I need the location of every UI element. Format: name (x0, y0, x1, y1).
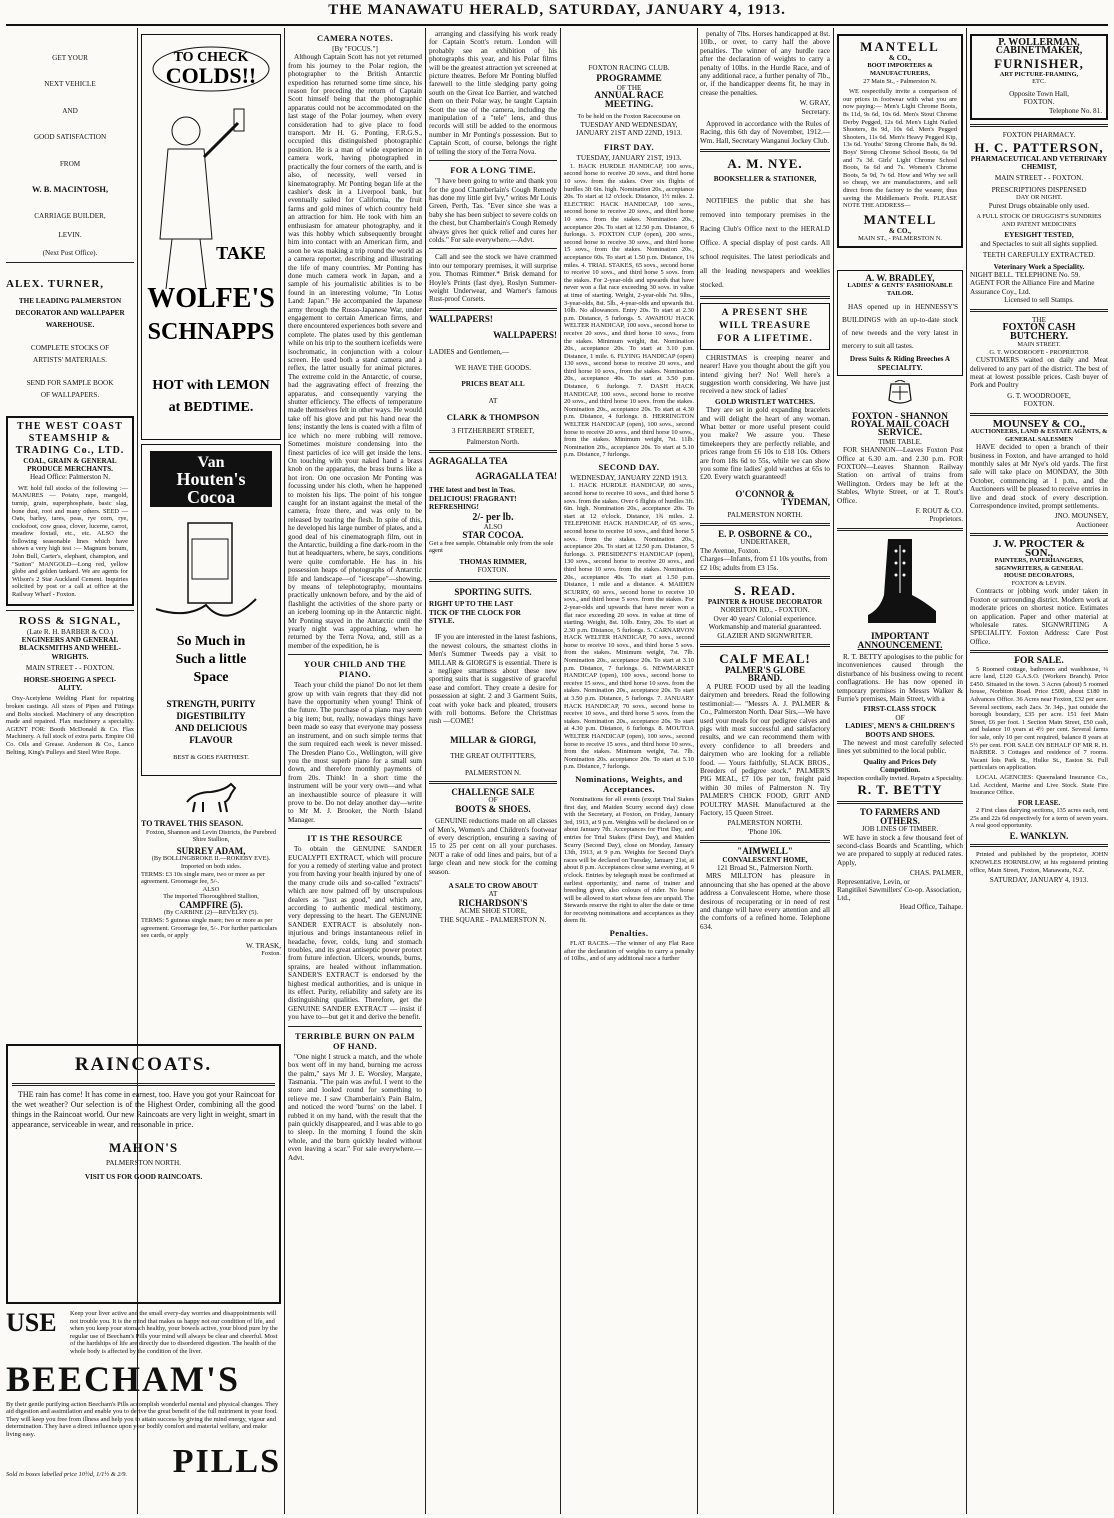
betty-ad: IMPORTANT ANNOUNCEMENT. R. T. BETTY apologises to the public for inconveniences caused through the disturbance of his business owing to recent conflagrations. He has now opened in temporary premises in Messrs Walker & Furrie's premises, Main Street, with a FIRST-CLASS STOCK OF LADIES', MEN'S & CHILDREN'S BOOTS AND SHOES. The newest and most carefully selected lines yet submitted to the local public. Quality and Prices Defy Competition. Inspection cordially invited. Repairs a Speciality. R. T. BETTY (837, 632, 963, 798)
bedtime-text: at BEDTIME. (168, 400, 254, 415)
mounsey-ad: MOUNSEY & CO., AUCTIONEERS, LAND & ESTATE AGENTS, & GENERAL SALESMEN HAVE decided to open a branch of their business in Foxton, and have arranged to hold monthly sales at Mr Nye's old yards. The first sale will take place on MONDAY, the 30th October, commencing at 1 p.m., and the Auctioneers will be pleased to receive entries in live and dead stock of every description. Correspondence invited, prompt settlements. JNO. MOUNSEY, Auctioneer (970, 417, 1108, 529)
wollerman-ad: P. WOLLERMAN, CABINETMAKER, FURNISHER, ART PICTURE-FRAMING, ETC. Opposite Town Hall, FOXTON. Telephone No. 81. (970, 34, 1108, 120)
column-rule (560, 28, 561, 1514)
read-ad: S. READ. PAINTER & HOUSE DECORATOR NORBITON RD., - FOXTON. Over 40 years' Colonial experience. Workmanship and material guaranteed. GLAZIER AND SIGNWRITER. (707, 583, 823, 640)
van-houtens-cocoa-ad (141, 444, 281, 776)
turner-ad: ALEX. TURNER, THE LEADING PALMERSTON DECORATOR AND WALLPAPER WAREHOUSE. COMPLETE STOCKS OF ARTISTS' MATERIALS. SEND FOR SAMPLE BOOK OF WALLPAPERS. (6, 277, 125, 400)
colds-line-2: COLDS!! (165, 63, 257, 88)
present-ad: A PRESENT SHE WILL TREASURE FOR A LIFETIME. (700, 303, 830, 350)
wanklyn-ad: FOR SALE. 5 Roomed cottage, bathroom and washhouse, ¼ acre land, £120 G.A.S.O. (Workers Branch). Price £450. Situated in the town. 3 Acres (about) 5 roomed house, Norbiton Road. Price £500, about £180 in Advances Office. 36 Acres near Foxton, £32 per acre. Several sections, each 2acs. 3r. 34p., just outside the borough boundary, £35 per acre. 151 feet Main Street, £6 per foot. 1 Section Main Street, £50 cash, and balance 10 years at 4½ per cent. Several farms for sale, only 10 per cent required, balance 8 years at 5½ per cent. FOR SALE ON BEHALF OF MR R. H. BARBER. 3 Cottages and residence of 7 rooms. Vacant lots Park St., Hulke St., Easton St. Full particulars on application. LOCAL AGENCIES: Queensland Insurance Co., Ltd. Accident, Marine and Live Stock. State Fire Insurance Office. FOR LEASE. 2 First class dairying sections, 135 acres each, rent 25s and 22s 6d respectively for a term of seven years. A real good opportunity. E. WANKLYN. (970, 656, 1108, 841)
osborne-ad: E. P. OSBORNE & CO., UNDERTAKER, The Avenue, Foxton. Charges—Infants, from £1 10s youths, from £2 10s; adults from £3 15s. (700, 529, 828, 572)
camera-notes-title: CAMERA NOTES. (316, 33, 394, 43)
mantell-ad: MANTELL & CO., BOOT IMPORTERS & MANUFACTURERS, 27 Main St., - Palmerston N. WE respectfully invite a comparison of our prices in footwear with what you are now paying:— Men's Light Chrome Boots, 8s 11d, 9s 6d, 10s 6d. Men's Stout Chrome Derby Pegged, 12s 6d. Men's Light Nailed Shooters, 8s 9d, 10s 6d. Men's Pegged Shooters, 11s 6d. Men's Heavy Pegged Kip, 13s 6d. Youths' Strong Chrome Bals, 8s 9d. Boys' Strong Chrome School Boots, 6s 9d and 7s 3d. Girls' Light Chrome School Boots, 6s 6d and 7s. Women's Chrome Boots, 5s 9d, 7s 6d. How and Why we sell so cheap, we are manufacturers, and sell direct from the factory to the wearer, thus saving the Middleman's Profit. PLEASE NOTE THE ADDRESS— MANTELL & CO., MAIN ST., - PALMERSTON N. (837, 34, 963, 248)
coach-ad: FOXTON - SHANNON ROYAL MAIL COACH SERVICE. TIME TABLE. FOR SHANNON—Leaves Foxton Post Office at 6.30 a.m. and 2.30 p.m. FOR FOXTON—Leaves Shannon Railway Station on arrival of trains from Wellington. Orders may be left at the Stables, Whyte Street, or at T. Rout's Office. F. ROUT & CO. Proprietors. (837, 411, 963, 524)
nye-ad: A. M. NYE. BOOKSELLER & STATIONER, NOTIFIES the public that she has removed into temporary premises in the Racing Club's Office next to the HERALD Office. A special display of post cards. All school requisites. The latest periodicals and all the leading newspapers and weeklies stocked. (700, 156, 830, 289)
resource-title: IT IS THE RESOURCE (307, 833, 403, 844)
race-programme: FOXTON RACING CLUB. PROGRAMME OF THE ANNUAL RACE MEETING. To be held on the Foxton Racecourse on TUESDAY AND WEDNESDAY, JANUARY 21ST AND 22ND, 1913. (575, 64, 683, 138)
hot-lemon-text: HOT with LEMON (152, 378, 270, 393)
van-text: Van (197, 454, 225, 471)
patterson-ad: FOXTON PHARMACY. H. C. PATTERSON, PHARMACEUTICAL AND VETERINARY CHEMIST, MAIN STREET - - FOXTON. PRESCRIPTIONS DISPENSED DAY OR NIGHT. Purest Drugs obtainable only used. A FULL STOCK OF DRUGGIST'S SUNDRIES AND PATENT MEDICINES EYESIGHT TESTED, and Spectacles to suit all sights supplied. TEETH CAREFULLY EXTRACTED. Veterinary Work a Speciality. NIGHT BELL. TELEPHONE No. 59. AGENT FOR the Alliance Fire and Marine Assurance Coy., Ltd. Licensed to sell Stamps. (970, 131, 1108, 305)
wolfes-schnapps-illustration (146, 39, 276, 435)
second-day-heading: SECOND DAY. (598, 462, 660, 472)
column-rule (425, 28, 426, 1514)
imprint-date: SATURDAY, JANUARY 4, 1913. (989, 876, 1089, 885)
penalties-heading: Penalties. (609, 928, 649, 939)
houtens-text: Houten's (176, 469, 246, 489)
column-6: penalty of 7lbs. Horses handicapped at 8st. 10lb., or over, to carry half the above penalties. The winner of any hurdle race after the declaration of weights to carry a penalty of 10lbs. in the Hurdle Race, and of any additional race, a further penalty of 7lb., or, if the handicapper deems fit, he may in crease the penalties. W. GRAY, Secretary. Approved in accordance with the Rules of Racing, this 6th day of November, 1912.—Wm. Hall, Secretary Wanganui Jockey Club. A. M. NYE. BOOKSELLER & STATIONER, NOTIFIES the public that she has removed into temporary premises in the Racing Club's Office next to the HERALD Office. A special display of post cards. All school requisites. The latest periodicals and all the leading newspapers and weeklies stocked. A PRESENT SHE WILL TREASURE FOR A LIFETIME. CHRISTMAS is creeping nearer and nearer! Have you thought about the gift you intend giving her? No! Well here's a suggestion worth considering. We have just received a new stock of ladies' GOLD WRISTLET WATCHES. They are set in gold expanding bracelets and will delight the heart of any woman. What better or more useful present could you make? We assure you. These timekeepers they are perfectly reliable, and prices range from £6 10s to £18 10s. Others are from 18s 6d to 55s, while we can show you some fine ladies' gold watches at 65s to £20. Every watch guaranteed! O'CONNOR & TYDEMAN, PALMERSTON NORTH. E. P. OSBORNE & CO., UNDERTAKER, The Avenue, Foxton. Charges—Infants, from £1 10s youths, from £2 10s; adults from £3 15s. S. READ. PAINTER & HOUSE DECORATOR NORBITON RD., - FOXTON. Over 40 years' Colonial experience. Workmanship and material guaranteed. GLAZIER AND SIGNWRITER. CALF MEAL! PALMER'S GLOBE BRAND. A PURE FOOD used by all the leading dairymen and breeders. Read the following testimonial:— "Messrs A. J. PALMER & Co., Palmerston North. Dear Sirs,—We have used your meals for our pedigree calves and pigs with most successful and satisfactory results, and we can recommend them with every confidence to all breeders and dairymen who are looking for a reliable food. — Yours faithfully, SLACK BROS., Breeders of pedigree stock." PALMER'S PIG MEAL, £7 10s per ton, freight paid within 30 miles of Palmerston N. Try PALMER'S CHICK FOOD, GRIT AND POULTRY MASH. Manufactured at the Factory, 15 Queen Street. PALMERSTON NORTH. 'Phone 106. "AIMWELL" CONVALESCENT HOME, 121 Broad St., Palmerston North. MRS MILLTON has pleasure in announcing that she has opened at the above address a Convalescent Home, where those desirous of recuperating or in need of rest and change will have every attention and all the comforts of a refined home. Telephone 634. (700, 30, 830, 931)
wolfes-schnapps-ad (141, 34, 281, 440)
column-2 (141, 30, 281, 1038)
butchery-ad: THE FOXTON CASH BUTCHERY. MAIN STREET. G. T. WOODROOFE - PROPRIETOR CUSTOMERS waited on daily and Meat delivered to any part of the district. The best of meat at lowest possible prices. Cash buyer of Pork and Poultry G. T. WOODROOFE, FOXTON. (970, 315, 1108, 409)
stallion-ad: TO TRAVEL THIS SEASON. Foxton, Shannon and Levin Districts, the Purebred Shire Stallion, SURREY ADAM, (By BOLLINGBROKE II.—ROKEBY EVE). Imported on both sides. TERMS: £3 10s single mare, two or more as per agreement. Groomage fee, 5/-. ALSO The imported Thoroughbred Stallion, CAMPFIRE (5). (By CARBINE (2)—REVELRY (5). TERMS: 5 guineas single mare; two or more as per agreement. Groomage fee, 5/-. For further particulars see cards, or apply W. TRASK, Foxton. (141, 819, 281, 958)
agragalla-tea-ad: AGRAGALLA TEA AGRAGALLA TEA! THE latest and best in Teas. DELICIOUS! FRAGRANT! REFRESHING! 2/- per lb. ALSO STAR COCOA. Get a free sample. Obtainable only from the sole agent THOMAS RIMMER, FOXTON. (429, 456, 557, 575)
ross-signal-ad: ROSS & SIGNAL, (Late R. H. BARBER & CO.) ENGINEERS AND GENERAL BLACKSMITHS AND WHEEL- WRIGHTS. MAIN STREET - - FOXTON. HORSE-SHOEING A SPECI- ALITY. Oxy-Acetylene Welding Plant for repairing broken castings. All sizes of Pipes and Fittings and Bolts stocked. Machinery of any description made and repaired. Flax machinery a speciality. AGENT FOR: Booth McDonald & Co. Flax Machinery. A full stock of extra parts. Empire Oil Co. Oils and Grease. Anderson & Co., Lanco Belting, King's Pulleys and Steel Wire Rope. (6, 614, 134, 756)
horse-icon (181, 780, 241, 814)
farmers-ad: TO FARMERS AND OTHERS. JOB LINES OF TIMBER. WE have in stock a few thousand feet of second-class Boards and Scantling, which we are prepared to supply at reduced rates. Apply, CHAS. PALMER, Representative, Levin, or Rangitikei Sawmillers' Co-op. Association, Ltd., Head Office, Taihape. (837, 807, 963, 911)
wallpapers-ad: WALLPAPERS! WALLPAPERS! LADIES and Gentlemen,— WE HAVE THE GOODS. PRICES BEAT ALL AT CLARK & THOMPSON 3 FITZHERBERT STREET, Palmerston North. (429, 313, 557, 447)
west-coast-ad: THE WEST COAST STEAMSHIP & TRADING Co., LTD. COAL, GRAIN & GENERAL PRODUCE MERCHANTS. Head Office: Palmerston N. WE hold full stocks of the following :— MANURES — Potato, rape, mangold, turnip, grain, superphosphate, basic slag, bone dust, root and many others. SEED — Oats, barley, tares, peas, rye corn, rye, cocksfoot, cow grass, clover, lucerne, carrot, meadow foxtail, etc., etc. ALSO the following seasonable lines which have shown a very high test :— Magnum bonum, John Bull, Carter's, elephant, champion, and "Sutton" MANGOLD—Long red, yellow globe and golden tankard. We are agents for Wilson's 2 Star Auckland Cement. Inquiries solicited by post or a call at office at the Railway Wharf - Foxton. (6, 416, 134, 606)
wolfes-text: WOLFE'S (147, 283, 275, 314)
column-rule (697, 28, 698, 1514)
nominations-heading: Nominations, Weights, and Acceptances. (575, 773, 683, 794)
take-text: TAKE (216, 243, 266, 263)
beechams-name: BEECHAM'S (6, 1358, 241, 1399)
beechams-ad: USE Keep your liver active and the small every-day worries and disappointments will not trouble you. It is the mind that makes us happy not our condition of life, and when you keep your stomach healthy, your bowels active, your blood pure by the regular use of Beecham's Pills your mind will always be clear and cheerful. Most of the hardships of life are directly due to disordered digestion. The health of the whole body is affected by the condition of the liver. BEECHAM'S By their gentle purifying action Beecham's Pills accomplish wonderful mental and physical changes. They aid digestion and assimilation and enable you to derive the great benefit of the full nutriment in your food. They will keep you free from illness and help you to attain success by giving the mind energy, vigour and determination. They have a direct influence upon your bodily comfort and material welfare, and make living easy. Sold in boxes labelled price 10½d, 1/1½ & 2/9. PILLS (6, 1310, 281, 1480)
cocoa-illustration (146, 449, 276, 771)
imprint: Printed and published by the proprietor, JOHN KNOWLES HORNBLOW, at his registered printing office, Main Street, Foxton, Manawatu, N.Z. (970, 851, 1108, 874)
column-7 (837, 30, 963, 1514)
space-text: Space (193, 670, 229, 685)
column-8 (970, 30, 1108, 1514)
raincoats-ad: RAINCOATS. THE rain has come! It has come in earnest, too. Have you got your Raincoat for the wet weather? Our selection is of the Highest Order, combining all the good things in the Raincoat world. Our new Raincoats are very light in weight, smart in appearance, serviceable in wear, and reasonable in price. MAHON'S PALMERSTON NORTH. VISIT US FOR GOOD RAINCOATS. (6, 1040, 281, 1304)
procter-ad: J. W. PROCTER & SON., PAINTERS, PAPERHANGERS, SIGNWRITERS, & GENERAL HOUSE DECORATORS, FOXTON & LEVIN. Contracts or jobbing work under taken in Foxton or surrounding district. Modern work at moderate prices on shortest notice. Estimates on application. Paper and other material at wholesale rates. SIGNWRITING A SPECIALITY. Foxton Address: Care Post Office. (970, 538, 1108, 646)
horse-illustration (141, 780, 281, 816)
macintosh-ad: GET YOUR NEXT VEHICLE AND GOOD SATISFACTION FROM W. B. MACINTOSH, CARRIAGE BUILDER, LEVIN. (Next Post Office). (31, 54, 109, 258)
challenge-sale-ad: CHALLENGE SALE OF BOOTS & SHOES. GENUINE reductions made on all classes of Men's, Women's and Children's footwear of every description, ensuring a saving of 15 to 25 per cent on all your purchases. NOT a rake of odd lines and pairs, but of a large clean and new stock for the coming season. A SALE TO CROW ABOUT AT RICHARDSON'S ACME SHOE STORE, THE SQUARE - PALMERSTON N. (429, 787, 557, 924)
pills-text: PILLS (172, 1442, 281, 1480)
best-text: BEST & GOES FARTHEST. (173, 754, 249, 761)
column-rule (284, 28, 285, 1514)
delicious-text: AND DELICIOUS (174, 723, 248, 733)
masthead: THE MANAWATU HERALD, SATURDAY, JANUARY 4, 1913. (328, 2, 786, 18)
such-little-text: Such a little (175, 652, 247, 667)
column-rule (966, 28, 967, 1514)
burn-title: TERRIBLE BURN ON PALM OF HAND. (295, 1030, 415, 1051)
column-1 (6, 30, 134, 1038)
column-3: CAMERA NOTES. [By "FOCUS."] Although Captain Scott has not yet returned from his journey to the Polar region, the photographer to the British Antarctic expedition has returned some time since, his reason for preceding the return of Captain Scott himself being that the photographic apparatus could not be accommodated on the last stage of the Polar journey, when every consideration had to give place to food transport. Mr H. G. Ponting, F.R.G.S., occupied this distinguished photographic position. He is a man of wide experience in camera work, having photographed in practically the four corners of the earth, and is also, of necessity, well versed in kinematography. Mr Ponting began life at the cashier's desk in a Liverpool bank, but eventually sailed for California, the fruit farms and gold mines of which country held an attraction for him. He took with him an enthusiasm for amateur photography, and it was this hobby which subsequently brought him into contact with an American firm, and soon he was making a trip round the world as a camera reporter, describing and illustrating the life of many countries. Mr Ponting has done much camera work in Japan, and a sample of his journalistic abilities is to be found in an interesting volume, "In Lotus Land: Japan." He accompanied the Japanese army through the Russo-Japanese War, under engagement to certain American firms, and there encountered experiences both severe and complete. The plates used by this gentleman while on his trip to the southern icefields were isochromatic, in conjunction with a colour screen. He used both a stand camera and a reflex, the latter usually for animal pictures. The extreme cold in the Antarctic, of course, had the aggravating effect of freezing the apparatus, and consequently varying the shutter efficiency. The effects of temperature made themselves felt in other ways. He would take off his glove and put his hand near the lens; instantly the lens is coated with a film of ice which no mere rubbing will remove. Sometimes moisture condensing into the finest particles of ice will get inside the lens. On touching with your naked hand a brass knob on the apparatus, the brass burns like a hot iron. On one occasion Mr Ponting was focussing under his cloth, when he happened to moisten his lips. The point of his tongue caught for an instant against the metal of the camera, froze there, and was only to be released by tearing the flesh. In spite of this, he developed his large number of plates, and a good deal of his cinematograph film, out in the Antarctic, building a fine dark-room in the hut at headquarters, where, he says, conditions were quite comfortable. He has in his possession heaps of photographs of Antarctic life and landscape—of "icescape"—showing, by means of telephotography, mountains practically unknown before, and by the aid of flashlight the activities of the shore party or an iceberg looming up in the Antarctic night. Mr Ponting stayed in the Antarctic until the yearly night was approaching, when he returned by the Terra Nova, and, still as a member of the expedition, he is YOUR CHILD AND THE PIANO. Teach your child the piano! Do not let them grow up with vain regrets that they did not have the opportunity when young! Think of the future. The purchase of a piano may seem a big item; but, really, nowadays things have been made so easy that everyone may possess an instrument, and on such simple terms that the sum required each week is never missed. The Dresden Piano Co., Wellington, will give you the most superb piano for a small sum down, and therefore monthly payments of from 20s. Think! In a short time the instrument will be your very own—and what an inexhaustible source of pleasure it will prove to be. Do not delay another day—write to Mr M. J. Brooker, the North Island Manager. IT IS THE RESOURCE To obtain the GENUINE SANDER EUCALYPTI EXTRACT, which will procure for you a remedy of sterling value and protect you from having your health injured by one of the many crude oils and so-called "extracts" which are now palmed off by unscrupulous dealers as "just as good," and which are, according to authentic medical testimony, very depressing to the heart. The GENUINE SANDER EXTRACT is absolutely non-injurious and brings instantaneous relief in headache, fever, colds, lung and stomach troubles, and its great antiseptic power protect from future infection. Ulcers, wounds, burns, sprains, are healed without inflammation. SANDER'S EXTRACT is endorsed by the highest medical authorities, and is unique in its effect. Purity, reliability and safety are its distinguishing qualities. Therefore, get the GENUINE SANDER EXTRACT — insist if you have to—but get it and derive the benefit. TERRIBLE BURN ON PALM OF HAND. "One night I struck a match, and the whole box went off in my hand, burning me across the palm," says Mr J. E. Worsley, Margate, Tasmania. "The pain was awful. I went to the store and looked round for something to relieve me. I saw Chamberlain's Pain Balm, and noticed the word 'burns' on the label. I rubbed it on my hand, with the result that the pain quickly disappeared, and I was able to go to sleep. In the morning I found the skin whole, and the burn quickly healed without even leaving a scar." For sale everywhere.—Advt. (288, 33, 422, 1162)
crest-icon (883, 380, 917, 406)
digestibility-text: DIGESTIBILITY (176, 711, 246, 721)
colds-line-1: TO CHECK (173, 50, 249, 65)
long-time-title: FOR A LONG TIME. (450, 165, 536, 176)
masthead-rule (6, 24, 1108, 26)
boot-illustration (837, 535, 963, 633)
use-text: USE (6, 1310, 57, 1337)
cocoa-text: Cocoa (187, 487, 235, 507)
camera-notes-body: Although Captain Scott has not yet returned from his journey to the Polar region, the photographer to the British Antarctic expedition has returned some time since, his reason for preceding the return of Captain Scott himself being that the photographic apparatus could not be accommodated on the last stage of the Polar journey, when every consideration had to give place to food transport. Mr H. G. Ponting, F.R.G.S., occupied this distinguished photographic position. He is a man of wide experience in camera work, having photographed in practically the four corners of the earth, and is also, of necessity, well versed in kinematography. Mr Ponting began life at the cashier's desk in a Liverpool bank, but eventually sailed for California, the fruit farms and gold mines of which country held an attraction for him. He took with him an enthusiasm for amateur photography, and it was this hobby which subsequently brought him into contact with an American firm, and soon he was making a trip round the world as a camera reporter, describing and illustrating the life of many countries. Mr Ponting has done much camera work in Japan, and a sample of his journalistic abilities is to be found in an interesting volume, "In Lotus Land: Japan." He accompanied the Japanese army through the Russo-Japanese War, under engagement to certain American firms, and there encountered experiences both severe and complete. The plates used by this gentleman while on his trip to the southern icefields were isochromatic, in conjunction with a colour screen. He used both a stand camera and a reflex, the latter usually for animal pictures. The extreme cold in the Antarctic, of course, had the aggravating effect of freezing the apparatus, and consequently varying the shutter efficiency. The effects of temperature made themselves felt in other ways. He would take off his glove and put his hand near the lens; instantly the lens is coated with a film of ice which no mere rubbing will remove. Sometimes moisture condensing into the finest particles of ice will get inside the lens. On touching with your naked hand a brass knob on the apparatus, the brass burns like a hot iron. On one occasion Mr Ponting was focussing under his cloth, when he happened to moisten his lips. The point of his tongue caught for an instant against the metal of the camera, froze there, and was only to be released by tearing the flesh. In spite of this, he developed his large number of plates, and a good deal of his cinematograph film, out in the Antarctic, building a fine dark-room in the hut at headquarters, where, he says, conditions were quite comfortable. He has in his possession heaps of photographs of Antarctic life and landscape—of "icescape"—showing, by means of telephotography, mountains practically unknown before, and by the aid of flashlight the activities of the shore party or an iceberg looming up in the Antarctic night. Mr Ponting stayed in the Antarctic until the yearly night was approaching, when he returned by the Terra Nova, and, still as a member of the expedition, he is (288, 53, 422, 650)
sporting-suits-ad: SPORTING SUITS. RIGHT UP TO THE LAST TICK OF THE CLOCK FOR STYLE. IF you are interested in the latest fashions, the newest colours, the smartest cloths in Men's Summer Tweeds pay a visit to MILLAR & GIORGI'S is essential. There is a negligee smartness about these new sporting suits that is suggestive of graceful ease and comfort. They create a desire for possession at sight. 2 and 3 Garment Suits, coat with yoke back and pleated, trousers with roll bottoms. Before the Christmas rush —COME! MILLAR & GIORGI, THE GREAT OUTFITTERS, PALMERSTON N. (429, 586, 557, 777)
aimwell-ad: "AIMWELL" CONVALESCENT HOME, 121 Broad St., Palmerston North. MRS MILLTON has pleasure in announcing that she has opened at the above address a Convalescent Home, where those desirous of recuperating or in need of rest and change will have every attention and all the comforts of a refined home. Telephone 634. (700, 846, 830, 931)
so-much-text: So Much in (176, 634, 246, 649)
royal-crest (837, 380, 963, 408)
calf-meal-ad: CALF MEAL! PALMER'S GLOBE BRAND. A PURE FOOD used by all the leading dairymen and breeders. Read the following testimonial:— "Messrs A. J. PALMER & Co., Palmerston North. Dear Sirs,—We have used your meals for our pedigree calves and pigs with most successful and satisfactory results, and we can recommend them with every confidence to all breeders and dairymen who are looking for a reliable food. — Yours faithfully, SLACK BROS., Breeders of pedigree stock." PALMER'S PIG MEAL, £7 10s per ton, freight paid within 30 miles of Palmerston N. Try PALMER'S CHICK FOOD, GRIT AND POULTRY MASH. Manufactured at the Factory, 15 Queen Street. PALMERSTON NORTH. 'Phone 106. (700, 651, 830, 836)
schnapps-text: SCHNAPPS (147, 319, 275, 345)
first-day-heading: FIRST DAY. (604, 142, 654, 153)
column-4: arranging and classifying his work ready for Captain Scott's return. London will probably see an exhibition of his photographs this year, and his Polar films will be the greatest attraction yet screened at picture theatres. Before Mr Ponting bluffed farewell to the little sledging party going south on the Great Ice Barrier, and watched them on their Polar way, he taught Captain Scott the use of the camera, including the manipulation of a "tele" lens, and thus records will still be added to the enormous number in Mr Ponting's possession. But to Captain Scott, of course, belongs the right of telling the story of the Terra Nova. FOR A LONG TIME. "I have been going to write and thank you for the good Chamberlain's Cough Remedy has done my little girl Ivy," writes Mr Louis Green, Perth, Tas. "Ever since she was a baby she has been subject to severe colds on the chest, but Chamberlain's Cough Remedy always gives her quick relief and cures her colds." For sale everywhere.—Advt. Call and see the stock we have crammed into our temporary premises, it will surprise you. Thomas Rimmer.* Brisk demand for Hoyle's Prints (fast dye), Roslyn Summer-weight Underwear, and Warner's famous Rust-proof Corsets. WALLPAPERS! WALLPAPERS! LADIES and Gentlemen,— WE HAVE THE GOODS. PRICES BEAT ALL AT CLARK & THOMPSON 3 FITZHERBERT STREET, Palmerston North. AGRAGALLA TEA AGRAGALLA TEA! THE latest and best in Teas. DELICIOUS! FRAGRANT! REFRESHING! 2/- per lb. ALSO STAR COCOA. Get a free sample. Obtainable only from the sole agent THOMAS RIMMER, FOXTON. SPORTING SUITS. RIGHT UP TO THE LAST TICK OF THE CLOCK FOR STYLE. IF you are interested in the latest fashions, the newest colours, the smartest cloths in Men's Summer Tweeds pay a visit to MILLAR & GIORGI'S is essential. There is a negligee smartness about these new sporting suits that is suggestive of graceful ease and comfort. They create a desire for possession at sight. 2 and 3 Garment Suits, coat with yoke back and pleated, trousers with roll bottoms. Before the Christmas rush —COME! MILLAR & GIORGI, THE GREAT OUTFITTERS, PALMERSTON N. CHALLENGE SALE OF BOOTS & SHOES. GENUINE reductions made on all classes of Men's, Women's and Children's footwear of every description, ensuring a saving of 15 to 25 per cent on all your purchases. NOT a rake of odd lines and pairs, but of a large clean and new stock for the coming season. A SALE TO CROW ABOUT AT RICHARDSON'S ACME SHOE STORE, THE SQUARE - PALMERSTON N. (429, 30, 557, 924)
piano-title: YOUR CHILD AND THE PIANO. (303, 659, 407, 680)
column-rule (833, 28, 834, 1514)
bradley-ad: A. W. BRADLEY, LADIES' & GENTS' FASHIONABLE TAILOR. HAS opened up in HENNESSY'S BUILDINGS with an up-to-date stock of new tweeds and the very latest in mercery to suit all tastes. Dress Suits & Riding Breeches A SPECIALITY. (837, 270, 963, 376)
boot-icon (860, 535, 940, 631)
column-5: FOXTON RACING CLUB. PROGRAMME OF THE ANNUAL RACE MEETING. To be held on the Foxton Racecourse on TUESDAY AND WEDNESDAY, JANUARY 21ST AND 22ND, 1913. FIRST DAY. TUESDAY, JANUARY 21ST, 1913. 1. HACK HURDLE HANDICAP, 100 sovs., second horse to receive 20 sovs., and third horse 10 sovs. from the stakes. Over six flights of hurdles 3ft 6in. high. Nomination 20s., acceptance 20s. To start at 12 o'clock. Distance, 1½ miles. 2. ELECTRIC HACK HANDICAP, 100 sovs., second horse to receive 20 sovs., and third horse 10 sovs. from the stakes. Nomination 20s., acceptance 20s. To start at 12.50 p.m. Distance, 6 furlongs. 3. FOXTON CUP (open), 200 sovs., second horse to receive 30 sovs., and third horse 15 sovs., from the stakes. Nomination 20s., acceptance 60s. To start at 1.50 p.m. Distance, 1¼ miles. 4. TRIAL STAKES, 65 sovs., second horse to receive 10 sovs., and third horse 5 sovs. from the stakes. For 2-year-olds and upwards that have never won a flat race exceeding 30 sovs. in value at time of starting. Weight, 2-year-olds 7st. 9lbs., 3-year-olds, 8st. 5lb., 4-year-olds and upwards 8st. 10lb. No allowances. Entry 20s. To start at 2.30 p.m. Distance, 5 furlongs. 5. AWAHOU HACK WELTER HANDICAP, 100 sovs., second horse to receive 20 sovs., and third horse 10 sovs., from the stakes. Minimum weight, 8st. Nomination 20s., acceptance 20s. To start at 3.10 p.m. Distance, 1 mile. 6. FLYING HANDICAP (open) 130 sovs., second horse to receive 20 sovs., and third horse 10 sovs., from the stakes. Nomination 20s., acceptance 40s. To start at 3.50 p.m. Distance, 6 furlongs. 7. DASH HACK HANDICAP, 100 sovs., second horse to receive 20 sovs., and third horse 10 sovs. from the stakes. Nomination 20s., acceptance 20s. To start at 4.30 p.m. Distance, 4 furlongs. 8. HERRINGTON WELTER HANDICAP (open), 100 sovs., second horse to receive 20 sovs., and third horse 10 sovs., from the stakes. Minimum weight, 7st. 11lb. Nomination 20s., acceptance 20s. To start at 5.10 p.m. Distance, 7 furlongs. SECOND DAY. WEDNESDAY, JANUARY 22ND 1913. 1. HACK HURDLE HANDICAP, 80 sovs., second horse to receive 10 sovs., and third horse 5 sovs. from the stakes. Over 6 flights of hurdles 3ft. 6in. high. Nomination 20s., acceptance 20s. To start at 12 o'clock. Distance, 1¾ miles. 2. TELEPHONE HACK HANDICAP, of 65 sovs., second horse to receive 10 sovs., and third horse 5 sovs. from the stakes. Nomination 20s., acceptance 20s. To start at 12.50 p.m. Distance, 5 furlongs. 3. PRESIDENT'S HANDICAP (open), 130 sovs., second horse to receive 20 sovs., and third horse 10 sovs. from the stakes. Nomination 20s., acceptance 40s. To start at 1.50 p.m. Distance, 1 mile and a distance. 4. MAIDEN SCURRY, 60 sovs., second horse to receive 10 sovs., and third horse 5 sovs. from the stakes. For 2-year-olds and upwards that have never won a flat race exceeding 20 sovs. in value at time of starting. Weight, 8st. 10lb. Entry, 20s. To start at 2.30 p.m. Distance, 5 furlongs. 5. CARNARVON HACK WELTER HANDICAP, 70 sovs., second horse to receive 10 sovs., and third horse 5 sovs. from the stakes. Minimum weight, 7st. 7lb. Nomination 20s., acceptance 20s. To start at 3.10 p.m. Distance, 7 furlongs. 6. NEWMARKET HANDICAP (open), 100 sovs., second horse to receive 15 sovs., and third horse 10 sovs. from the stakes. Nomination 20s., acceptance 20s. To start at 3.50 p.m. Distance, 5 furlongs. 7. JANUARY HACK HANDICAP, 70 sovs., second horse to receive 10 sovs., and third horse 5 sovs. from the stakes. Nomination 20s., acceptance 20s. To start at 4.30 p.m. Distance, 6 furlongs. 8. MOUTOA WELTER HANDICAP (open), 100 sovs., second horse to receive 15 sovs., and third horse 10 sovs., from the stakes. Minimum weight, 7st. 7lb. Nomination 20s. acceptance 20s. To start at 5.10 p.m. Distance, 7 furlongs. Nominations, Weights, and Acceptances. Nominations for all events (except Trial Stakes first day, and Maiden Scurry second day) close with the Secretary, at Foxton, on Friday, January 3rd, 1913, at 9 p.m. Weights will be declared on or about January 7th. Acceptances for First Day, and entries for Trial Stakes (First Day), and Maiden Scurry (Second Day), close on Monday, January 13th, 1913, at 9 p.m. Weights for Second Day's races will be declared on Tuesday, January 21st, at about 8 p.m. Acceptances close same evening, at 9 o'clock. Entries by telegraph must be confirmed at earliest opportunity, and name of trainer and breeding given, also colours of rider. No horse will be allowed to start whose fees are unpaid. The Stewards reserve the right to alter the date or time for receiving nominations and acceptances as they deem fit. Penalties. FLAT RACES.—The winner of any Flat Race after the declaration of weights to carry a penalty of 10lbs., and of any additional race a further (564, 64, 694, 963)
flavour-text: FLAVOUR (189, 735, 233, 745)
strength-text: STRENGTH, PURITY (166, 699, 256, 709)
